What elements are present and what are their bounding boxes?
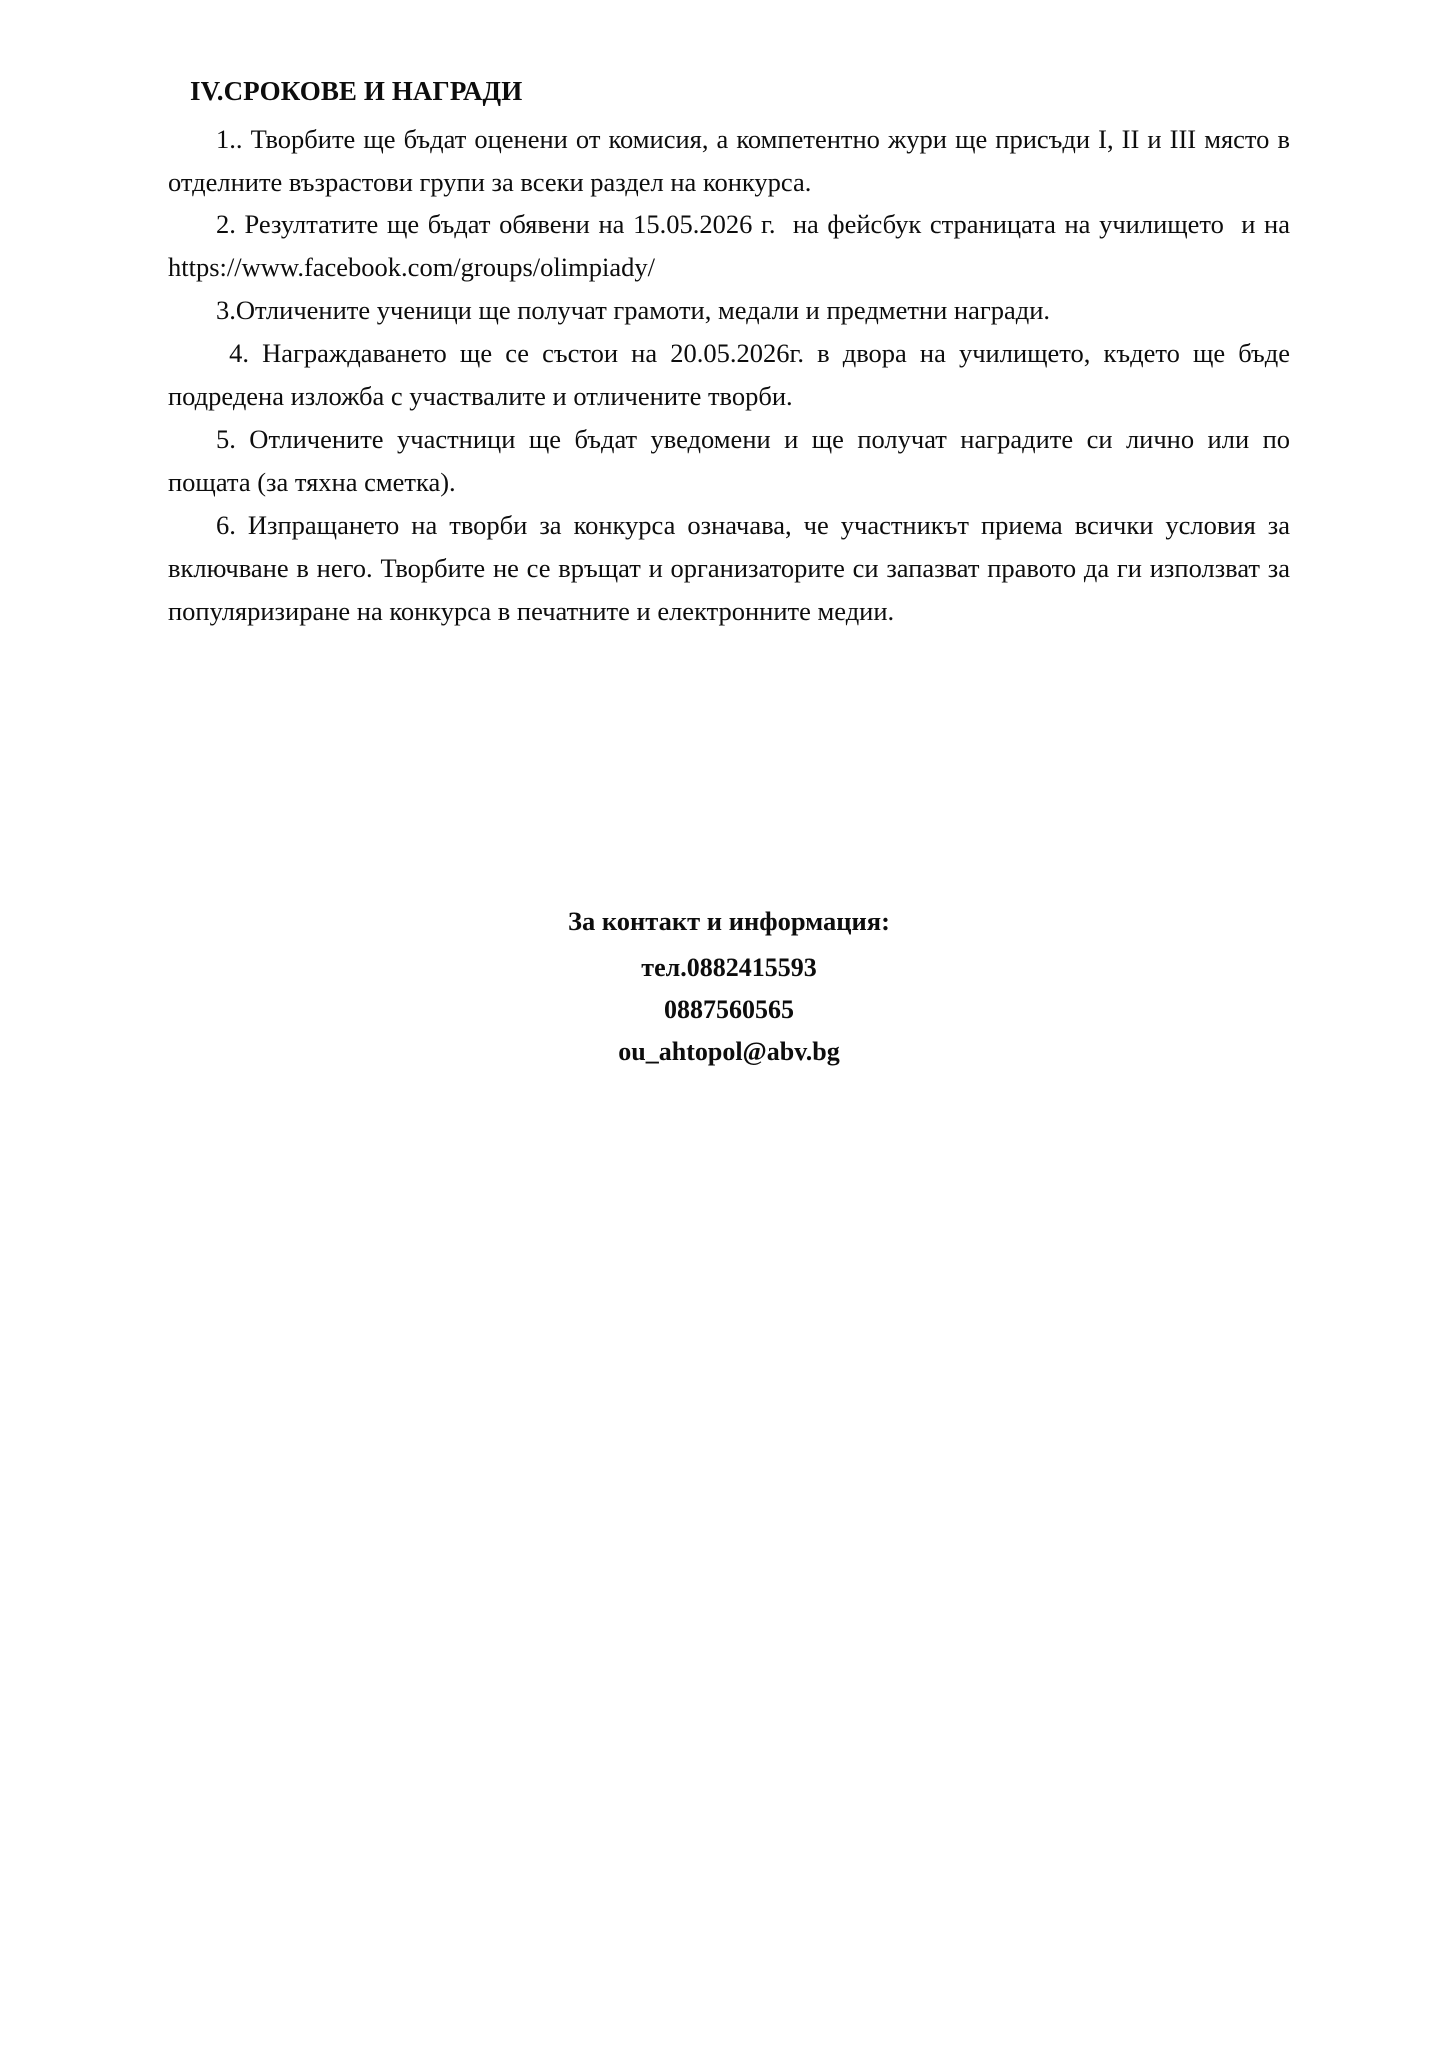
paragraph-4: 4. Награждаването ще се състои на 20.05.2026г. в двора на училището, където ще бъде подредена изложба с участвалите и отличените творби. <box>168 338 1297 412</box>
contact-email: ou_ahtopol@abv.bg <box>618 1037 840 1067</box>
paragraph-5: 5. Отличените участници ще бъдат уведомени и ще получат наградите си лично или по пощата (за тяхна сметка). <box>168 424 1297 497</box>
contact-block <box>168 900 1290 1073</box>
paragraph-6: 6. Изпращането на творби за конкурса означава, че участникът приема всички условия за включване в него. Творбите не се връщат и организаторите си запазват правото да ги използват за популяризиране на конкурса в печатните и електронните медии. <box>168 509 1297 626</box>
paragraph-2: 2. Резултатите ще бъдат обявени на 15.05.2026 г. на фейсбук страницата на училището и на https://www.facebook.com/groups/olimpiady/ <box>168 209 1304 283</box>
paragraph-1: 1.. Творбите ще бъдат оценени от комисия, а компетентно жури ще присъди I, II и III място в отделните възрастови групи за всеки раздел на конкурса. <box>168 123 1297 197</box>
contact-phone-primary: тел.0882415593 <box>641 952 817 982</box>
contact-heading: За контакт и информация: <box>568 906 890 936</box>
section-heading: IV.СРОКОВЕ И НАГРАДИ <box>190 76 523 106</box>
document-body <box>168 74 1304 633</box>
contact-phone-secondary: 0887560565 <box>664 995 794 1025</box>
paragraph-3: 3.Отличените ученици ще получат грамоти, медали и предметни награди. <box>216 295 1051 326</box>
